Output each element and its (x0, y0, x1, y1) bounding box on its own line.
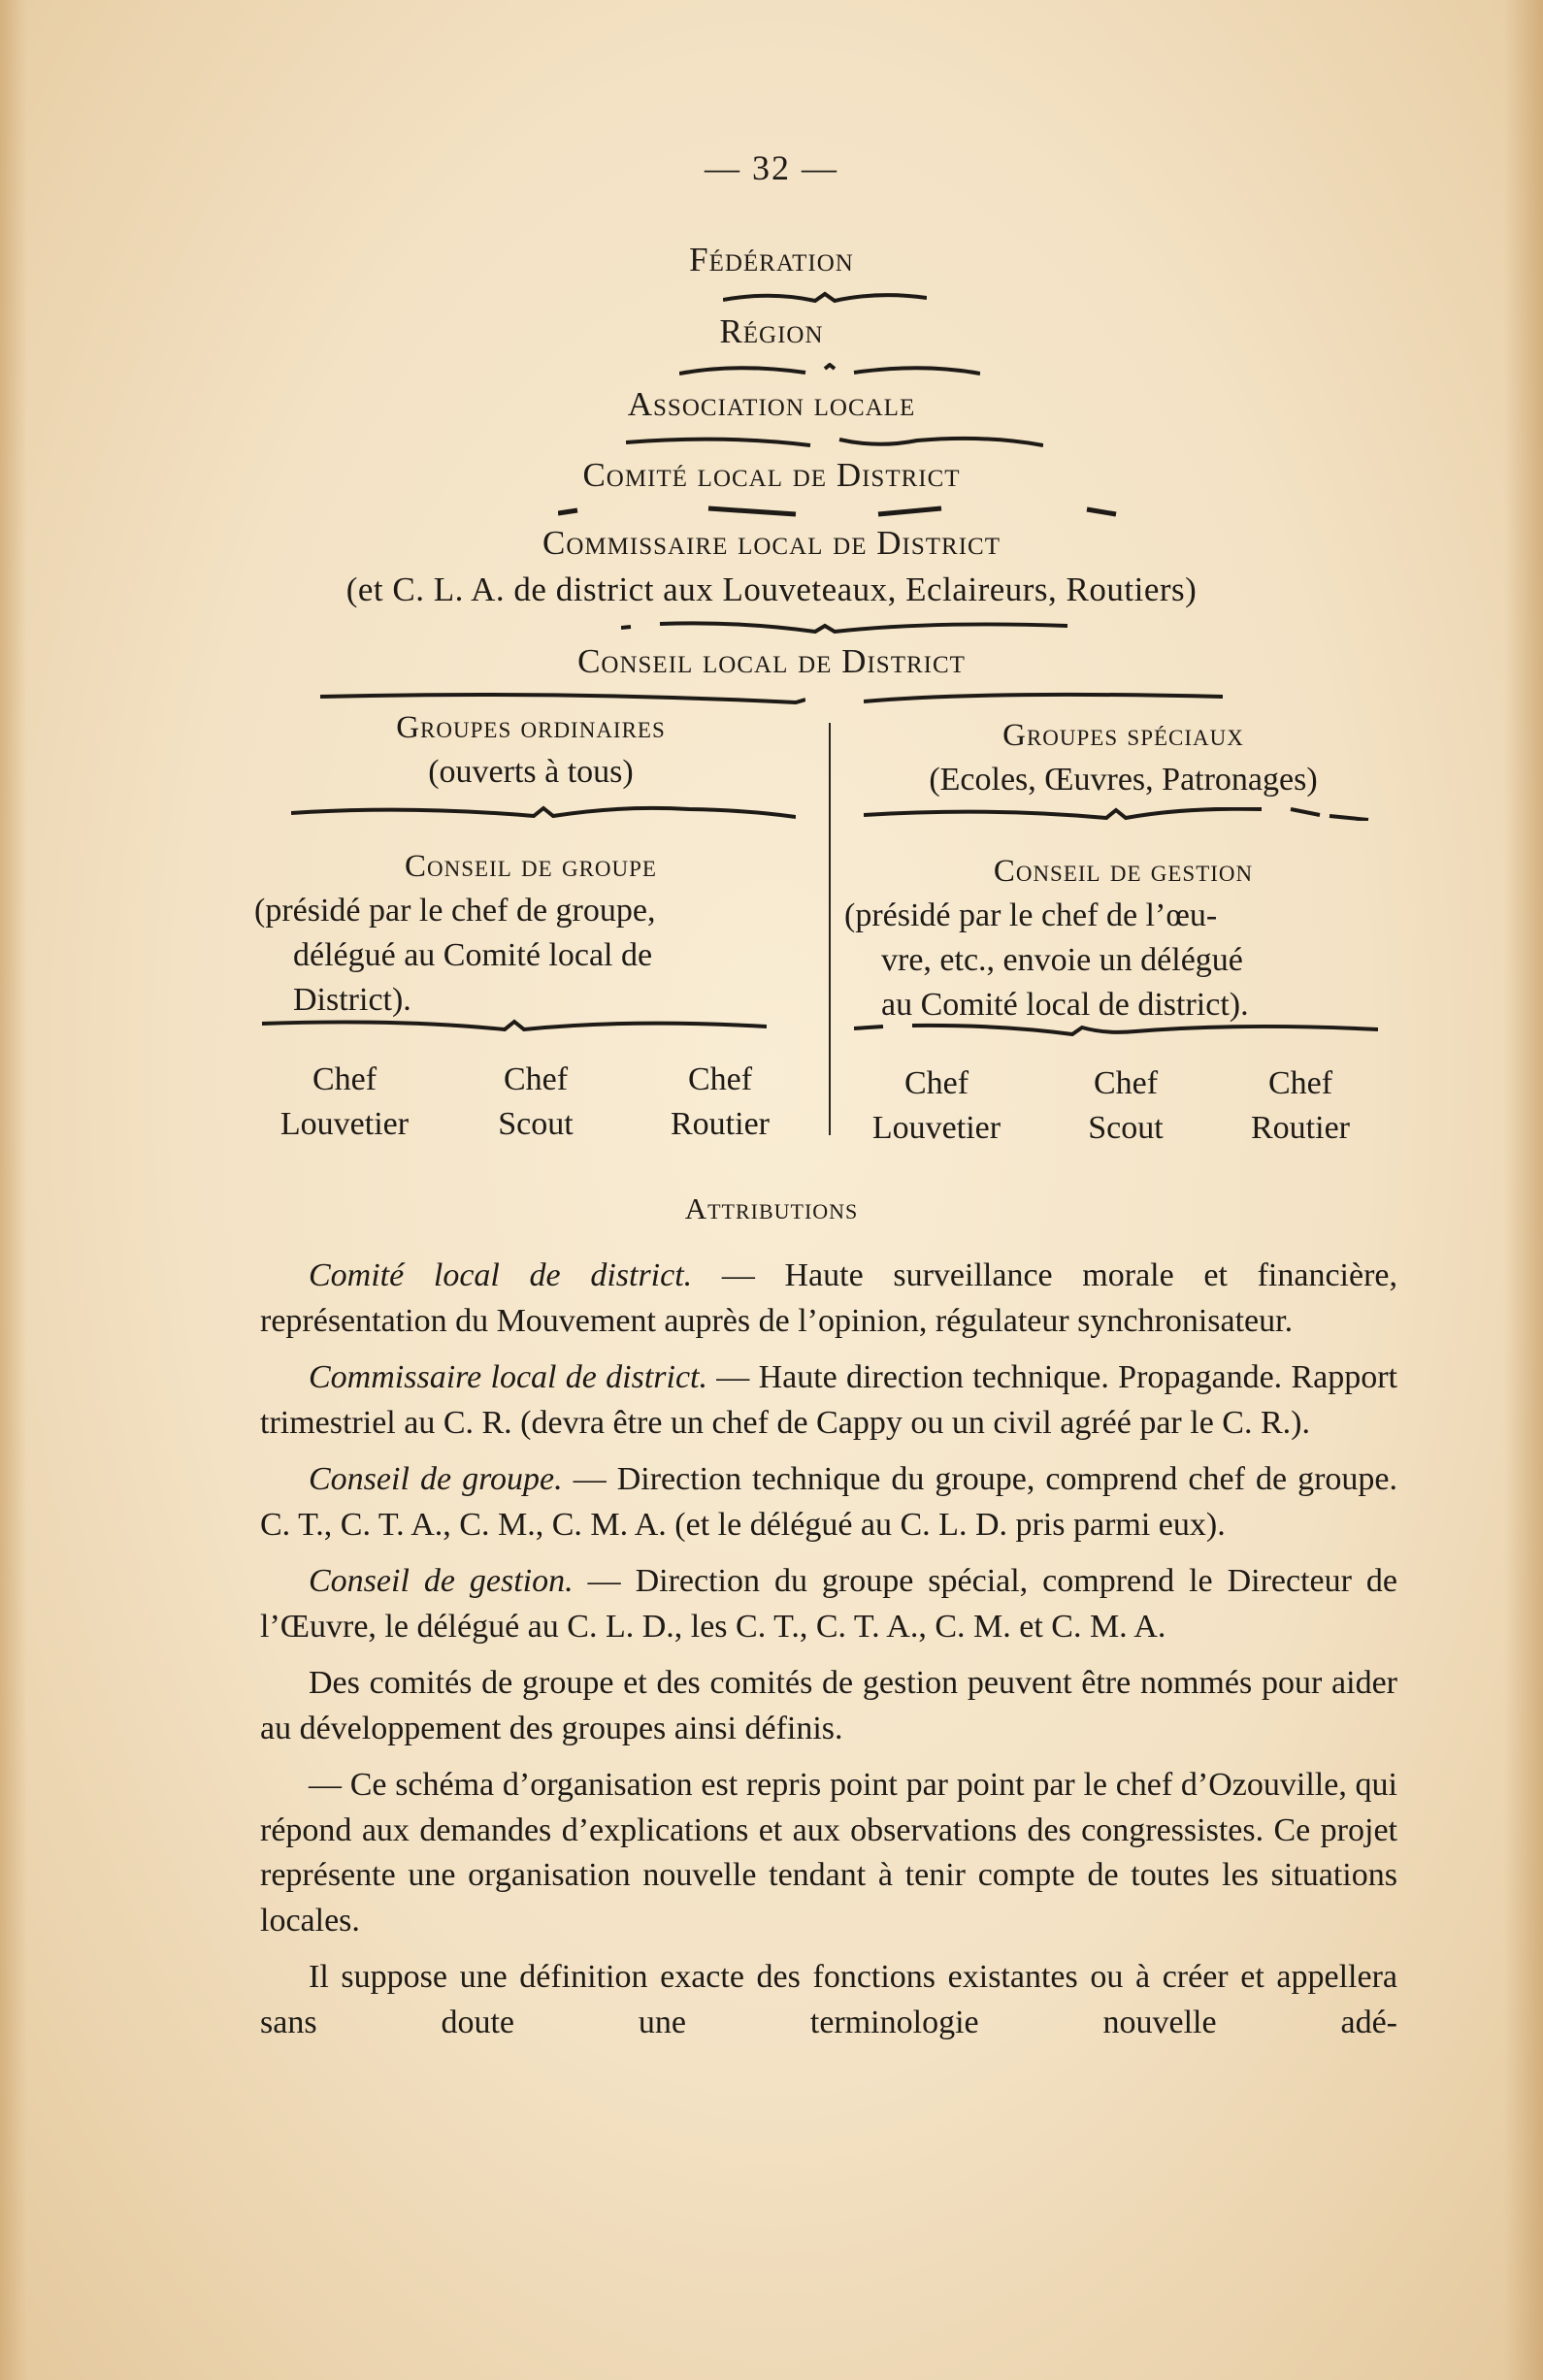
ornament-rule-left (320, 691, 805, 704)
conseil-de-groupe-title: Conseil de groupe (405, 849, 657, 884)
conseil-de-gestion-title: Conseil de gestion (993, 854, 1254, 889)
groupes-speciaux-title: Groupes spéciaux (1002, 718, 1244, 753)
groupes-ordinaires-subtitle: (ouverts à tous) (428, 754, 634, 790)
chief-scout-right: Chef Scout (1088, 1065, 1164, 1146)
groupes-speciaux-subtitle: (Ecoles, Œuvres, Patronages) (929, 762, 1318, 798)
commissaire-note: (et C. L. A. de district aux Louveteaux, Eclaireurs, Routiers) (345, 571, 1198, 608)
level-federation: Fédération (689, 241, 854, 278)
ornament-rule (723, 291, 927, 305)
body-paragraph: — Ce schéma d’organisation est repris point par point par le chef d’Ozouville, qui répond aux demandes d’explications et aux observations des congressistes. Ce projet représente une organisation nouvelle tendant à tenir compte de toutes les situations locales. (260, 1767, 1397, 1939)
level-association-locale: Association locale (627, 385, 916, 423)
ornament-rule (621, 621, 1067, 635)
chief-routier-left: Chef Routier (671, 1061, 770, 1142)
level-commissaire-local: Commissaire local de District (542, 524, 1001, 562)
ornament-rule-dashed (558, 505, 1121, 518)
chief-scout-left: Chef Scout (498, 1061, 574, 1142)
ornament-rule (262, 1019, 767, 1032)
attribution-term: Conseil de gestion. (309, 1563, 574, 1599)
attributions-body (260, 1254, 1397, 2057)
body-paragraph: Il suppose une définition exacte des fonctions existantes ou à créer et appellera sans doute une terminologie nouvelle adé- (260, 1959, 1397, 2040)
attribution-item: Conseil de gestion. — Direction du groupe spécial, comprend le Directeur de l’Œuvre, le délégué au C. L. D., les C. T., C. T. A., C. M. et C. M. A. (260, 1563, 1397, 1645)
ornament-rule-right (864, 691, 1223, 704)
attribution-item: Commissaire local de district. — Haute direction technique. Propagande. Rapport trimestriel au C. R. (devra être un chef de Cappy ou un civil agréé par le C. R.). (260, 1359, 1397, 1441)
column-divider (829, 723, 831, 1135)
attribution-term: Conseil de groupe. (309, 1461, 563, 1497)
ornament-rule (854, 1023, 1378, 1036)
ornament-rule (626, 435, 1043, 448)
groupes-speciaux-header (844, 713, 1402, 802)
chief-louvetier-left: Chef Louvetier (279, 1061, 410, 1142)
attribution-item: Comité local de district. — Haute surveillance morale et financière, représentation du Mouvement auprès de l’opinion, régulateur synchronisateur. (260, 1257, 1397, 1339)
attribution-term: Comité local de district. (309, 1257, 693, 1293)
ornament-rule (864, 807, 1378, 821)
attributions-heading: Attributions (684, 1191, 859, 1225)
page-edge-shadow-left (0, 0, 27, 2380)
attribution-item: Conseil de groupe. — Direction technique du groupe, comprend chef de groupe. C. T., C. T. A., C. M., C. M. A. (et le délégué au C. L. D. pris parmi eux). (260, 1461, 1397, 1543)
page-edge-shadow-right (1504, 0, 1543, 2380)
conseil-de-gestion-block (844, 849, 1402, 1027)
level-comite-local: Comité local de District (582, 456, 961, 494)
body-paragraph: Des comités de groupe et des comités de gestion peuvent être nommés pour aider au développement des groupes ainsi définis. (260, 1665, 1397, 1746)
chief-routier-right: Chef Routier (1251, 1065, 1350, 1146)
level-region: Région (719, 312, 824, 350)
ornament-rule (679, 363, 980, 376)
ornament-rule (291, 805, 796, 819)
conseil-local-district: Conseil local de District (577, 642, 966, 680)
page-number: — 32 — (705, 148, 838, 187)
conseil-de-gestion-desc: (présidé par le chef de l’œu- vre, etc., envoie un délégué au Comité local de district). (844, 897, 1249, 1023)
conseil-de-groupe-desc: (présidé par le chef de groupe, délégué au Comité local de District). (254, 893, 656, 1018)
groupes-ordinaires-header (254, 705, 807, 795)
chief-louvetier-right: Chef Louvetier (871, 1065, 1001, 1146)
groupes-ordinaires-title: Groupes ordinaires (396, 710, 666, 745)
attribution-term: Commissaire local de district. (309, 1359, 707, 1395)
conseil-de-groupe-block (254, 844, 807, 1023)
